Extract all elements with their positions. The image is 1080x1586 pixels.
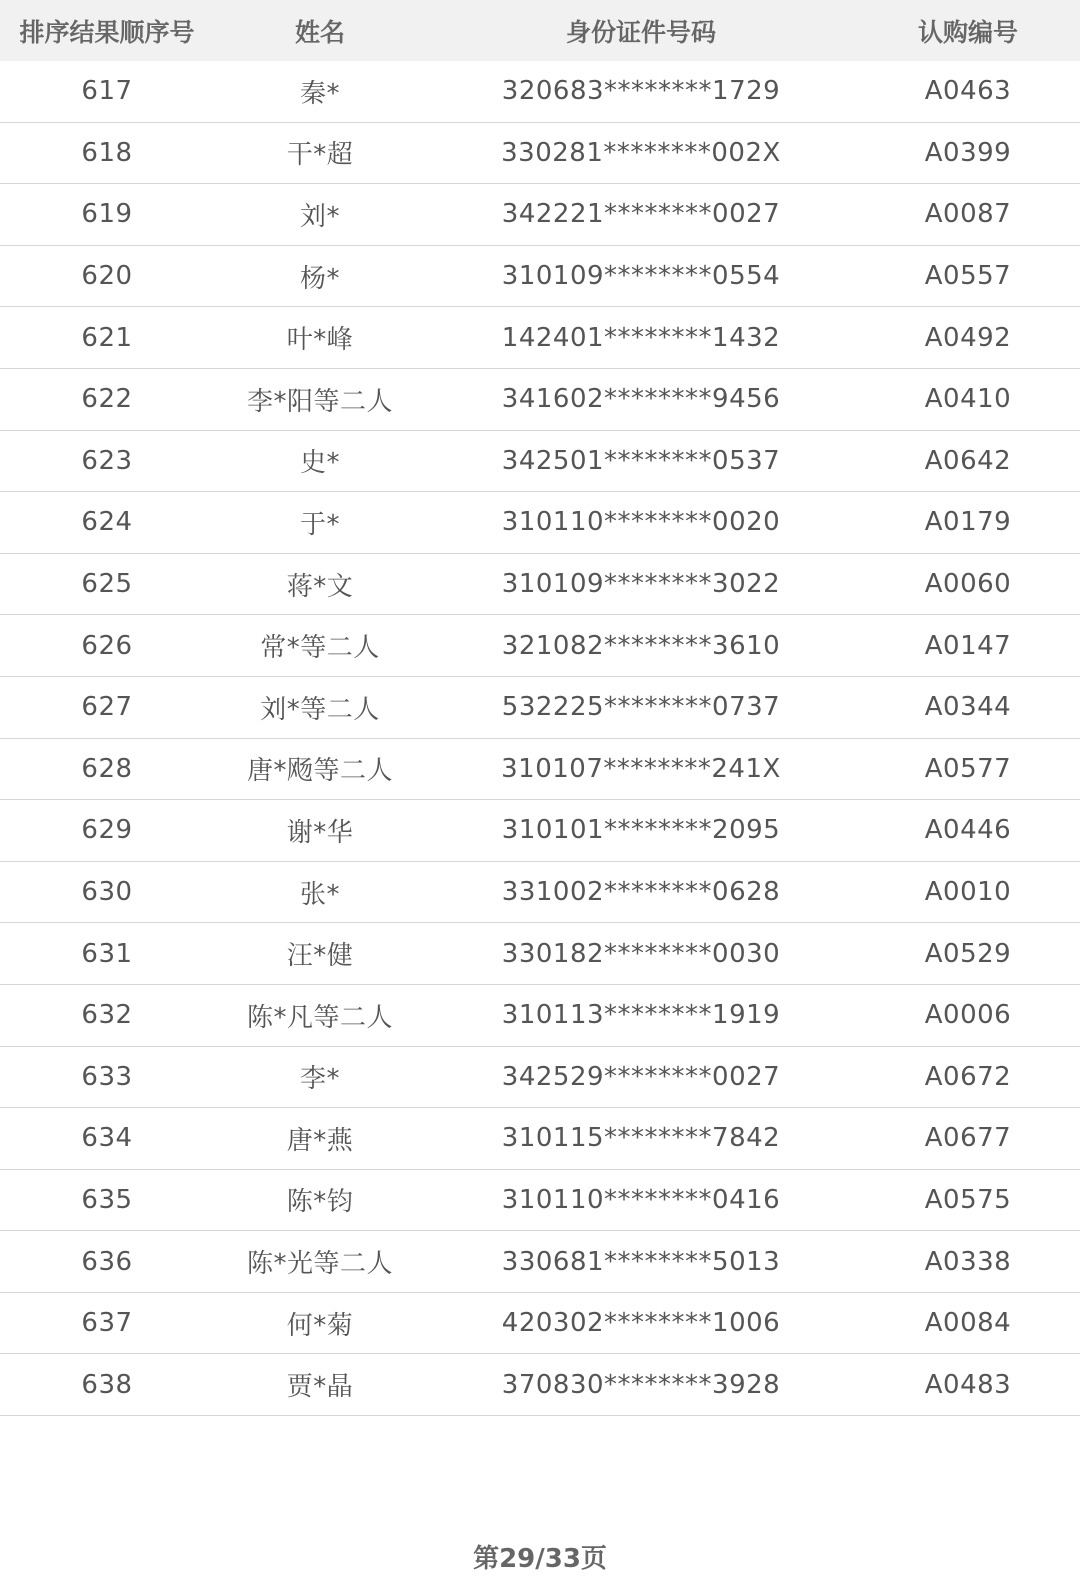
cell-subscription-number: A0338	[924, 1246, 1012, 1277]
cell-id-number: 330681********5013	[501, 1246, 781, 1277]
table-header	[0, 0, 1080, 61]
table-row	[0, 1170, 1080, 1232]
table-row	[0, 61, 1080, 123]
cell-subscription-number: A0410	[924, 384, 1012, 415]
cell-order-number: 629	[81, 815, 133, 846]
page-indicator: 第29/33页	[473, 1544, 607, 1574]
cell-id-number: 310107********241X	[501, 753, 781, 784]
cell-subscription-number: A0672	[924, 1061, 1012, 1092]
cell-name: 刘*	[299, 201, 340, 232]
table-row	[0, 677, 1080, 739]
table-row	[0, 492, 1080, 554]
cell-name: 何*菊	[286, 1310, 354, 1341]
cell-name: 陈*凡等二人	[246, 1002, 393, 1033]
cell-id-number: 342221********0027	[501, 199, 781, 230]
cell-id-number: 310109********0554	[501, 261, 781, 292]
cell-name: 陈*光等二人	[246, 1249, 393, 1280]
cell-id-number: 420302********1006	[501, 1308, 781, 1339]
table-row	[0, 369, 1080, 431]
cell-subscription-number: A0344	[924, 692, 1012, 723]
cell-name: 史*	[299, 448, 340, 479]
table-row	[0, 1354, 1080, 1416]
cell-subscription-number: A0179	[924, 507, 1012, 538]
table-row	[0, 307, 1080, 369]
cell-id-number: 330182********0030	[501, 938, 781, 969]
cell-id-number: 310110********0020	[501, 507, 781, 538]
table-row	[0, 923, 1080, 985]
cell-name: 杨*	[299, 263, 340, 294]
table-row	[0, 554, 1080, 616]
cell-subscription-number: A0084	[924, 1308, 1012, 1339]
cell-subscription-number: A0529	[924, 938, 1012, 969]
cell-name: 蒋*文	[286, 571, 354, 602]
cell-name: 李*	[299, 1064, 340, 1095]
cell-order-number: 618	[81, 137, 133, 168]
table-row	[0, 1293, 1080, 1355]
cell-name: 谢*华	[286, 817, 354, 848]
cell-id-number: 370830********3928	[501, 1369, 781, 1400]
cell-id-number: 330281********002X	[501, 137, 781, 168]
cell-name: 陈*钧	[286, 1187, 354, 1218]
cell-name: 唐*燕	[286, 1125, 354, 1156]
cell-order-number: 619	[81, 199, 133, 230]
table-body	[0, 61, 1080, 1416]
cell-name: 汪*健	[286, 941, 354, 972]
cell-subscription-number: A0087	[924, 199, 1012, 230]
cell-order-number: 626	[81, 630, 133, 661]
cell-id-number: 310110********0416	[501, 1184, 781, 1215]
table-row	[0, 615, 1080, 677]
cell-subscription-number: A0575	[924, 1184, 1012, 1215]
cell-order-number: 620	[81, 261, 133, 292]
cell-order-number: 621	[81, 322, 133, 353]
header-id-number: 身份证件号码	[565, 17, 716, 47]
cell-order-number: 633	[81, 1061, 133, 1092]
cell-name: 于*	[299, 509, 340, 540]
cell-order-number: 631	[81, 938, 133, 969]
header-name: 姓名	[294, 17, 345, 47]
table-row	[0, 862, 1080, 924]
cell-id-number: 320683********1729	[501, 76, 781, 107]
cell-subscription-number: A0147	[924, 630, 1012, 661]
cell-subscription-number: A0060	[924, 569, 1012, 600]
cell-name: 贾*晶	[286, 1372, 354, 1403]
cell-subscription-number: A0463	[924, 76, 1012, 107]
cell-name: 李*阳等二人	[246, 386, 393, 417]
cell-order-number: 636	[81, 1246, 133, 1277]
cell-subscription-number: A0399	[924, 137, 1012, 168]
cell-order-number: 617	[81, 76, 133, 107]
cell-subscription-number: A0557	[924, 261, 1012, 292]
cell-subscription-number: A0483	[924, 1369, 1012, 1400]
header-subscription-number: 认购编号	[917, 17, 1018, 47]
cell-id-number: 331002********0628	[501, 877, 781, 908]
cell-order-number: 635	[81, 1184, 133, 1215]
cell-order-number: 630	[81, 877, 133, 908]
table-row	[0, 123, 1080, 185]
cell-order-number: 637	[81, 1308, 133, 1339]
cell-name: 常*等二人	[260, 633, 380, 664]
table-row	[0, 985, 1080, 1047]
cell-subscription-number: A0677	[924, 1123, 1012, 1154]
cell-id-number: 341602********9456	[501, 384, 781, 415]
table-row	[0, 431, 1080, 493]
cell-id-number: 310101********2095	[501, 815, 781, 846]
cell-id-number: 342501********0537	[501, 445, 781, 476]
cell-subscription-number: A0577	[924, 753, 1012, 784]
cell-order-number: 622	[81, 384, 133, 415]
table-row	[0, 246, 1080, 308]
cell-id-number: 342529********0027	[501, 1061, 781, 1092]
cell-id-number: 310109********3022	[501, 569, 781, 600]
cell-id-number: 321082********3610	[501, 630, 781, 661]
cell-order-number: 627	[81, 692, 133, 723]
cell-id-number: 310113********1919	[501, 1000, 781, 1031]
table-row	[0, 184, 1080, 246]
cell-order-number: 628	[81, 753, 133, 784]
table-row	[0, 1231, 1080, 1293]
cell-order-number: 638	[81, 1369, 133, 1400]
cell-id-number: 142401********1432	[501, 322, 781, 353]
cell-name: 张*	[299, 879, 340, 910]
cell-name: 叶*峰	[286, 325, 354, 356]
cell-order-number: 624	[81, 507, 133, 538]
cell-name: 干*超	[286, 140, 354, 171]
cell-id-number: 532225********0737	[501, 692, 781, 723]
header-order-number: 排序结果顺序号	[19, 17, 195, 47]
cell-name: 秦*	[299, 78, 340, 109]
cell-order-number: 623	[81, 445, 133, 476]
cell-name: 刘*等二人	[260, 694, 380, 725]
cell-order-number: 632	[81, 1000, 133, 1031]
cell-id-number: 310115********7842	[501, 1123, 781, 1154]
table-row	[0, 1047, 1080, 1109]
cell-subscription-number: A0642	[924, 445, 1012, 476]
table-row	[0, 800, 1080, 862]
table-row	[0, 739, 1080, 801]
cell-subscription-number: A0006	[924, 1000, 1012, 1031]
cell-subscription-number: A0446	[924, 815, 1012, 846]
cell-subscription-number: A0492	[924, 322, 1012, 353]
cell-order-number: 634	[81, 1123, 133, 1154]
cell-name: 唐*飏等二人	[246, 756, 393, 787]
table-row	[0, 1108, 1080, 1170]
cell-subscription-number: A0010	[924, 877, 1012, 908]
cell-order-number: 625	[81, 569, 133, 600]
